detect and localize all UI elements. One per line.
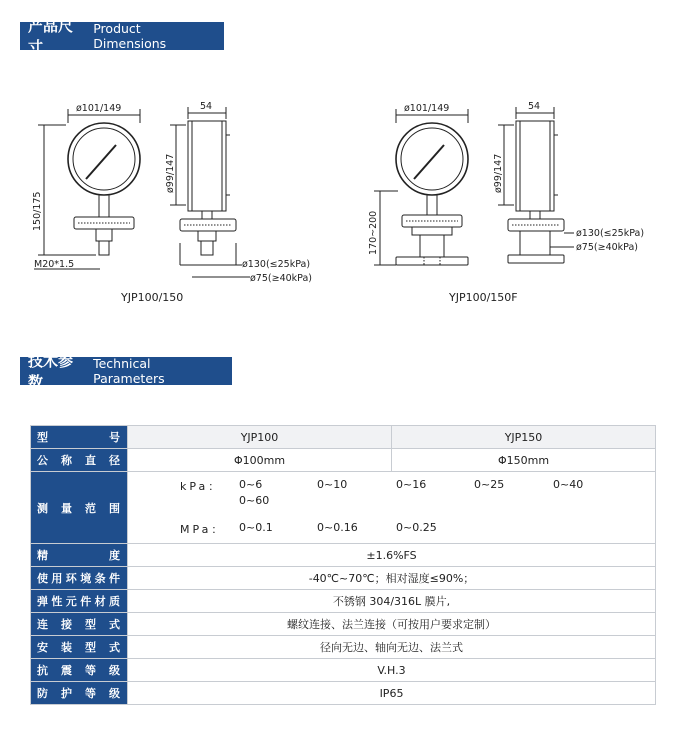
drawing-yjp100-150f <box>348 95 668 295</box>
kpa-value: 0~40 <box>553 478 584 491</box>
diaphragm-disc <box>402 215 462 227</box>
mpa-value: 0~0.1 <box>239 521 273 534</box>
dim-d130: ø130(≤25kPa) <box>576 228 645 239</box>
dim-depth: 54 <box>200 101 213 112</box>
table-row <box>31 613 656 636</box>
table-row <box>31 659 656 682</box>
kpa-value: 0~16 <box>396 478 427 491</box>
dim-height: 170~200 <box>368 210 379 255</box>
gauge-needle <box>86 145 116 179</box>
row-label-protection: 防护等级 <box>31 682 128 705</box>
gauge-side-body <box>188 121 226 211</box>
dim-inner: ø99/147 <box>165 153 176 193</box>
table-row <box>31 472 656 544</box>
measuring-range-cell <box>128 472 656 544</box>
section-title-en: Technical Parameters <box>93 356 165 386</box>
section-title-cn: 产品尺寸 <box>28 17 74 56</box>
mpa-unit: MPa： <box>180 523 226 536</box>
product-dimensions-banner <box>20 17 224 56</box>
dim-d130: ø130(≤25kPa) <box>242 259 311 270</box>
mpa-value: 0~0.25 <box>396 521 437 534</box>
kpa-value: 0~10 <box>317 478 348 491</box>
nominal-yjp100: Φ100mm <box>128 449 392 472</box>
environment-value: -40℃~70℃；相对湿度≤90%； <box>128 567 656 590</box>
dim-thread: M20*1.5 <box>34 259 75 270</box>
dimension-drawing-svg <box>348 95 668 295</box>
table-row <box>31 682 656 705</box>
vibration-value: V.H.3 <box>128 659 656 682</box>
flange-base <box>396 257 468 265</box>
diaphragm-disc <box>74 217 134 229</box>
gauge-needle <box>414 145 444 179</box>
connection-value: 螺纹连接、法兰连接（可按用户要求定制） <box>128 613 656 636</box>
row-label-nominal: 公称直径 <box>31 449 128 472</box>
dim-d75: ø75(≥40kPa) <box>576 242 638 253</box>
row-label-mounting: 安装型式 <box>31 636 128 659</box>
model-yjp100: YJP100 <box>128 426 392 449</box>
dim-inner: ø99/147 <box>493 153 504 193</box>
table-row <box>31 590 656 613</box>
row-label-range: 测量范围 <box>31 472 128 544</box>
model-yjp150: YJP150 <box>392 426 656 449</box>
drawing-yjp100-150 <box>20 95 340 295</box>
nominal-yjp150: Φ150mm <box>392 449 656 472</box>
gauge-side-body <box>516 121 554 211</box>
accuracy-value: ±1.6%FS <box>128 544 656 567</box>
row-label-material: 弹性元件材质 <box>31 590 128 613</box>
row-label-vibration: 抗震等级 <box>31 659 128 682</box>
table-row <box>31 544 656 567</box>
drawing-caption: YJP100/150 <box>121 291 184 304</box>
dimension-drawing-svg <box>20 95 340 295</box>
dim-depth: 54 <box>528 101 541 112</box>
material-value: 不锈钢 304/316L 膜片, <box>128 590 656 613</box>
technical-parameters-table <box>30 425 656 705</box>
technical-parameters-banner <box>20 352 232 391</box>
kpa-value: 0~60 <box>239 494 270 507</box>
mounting-value: 径向无边、轴向无边、法兰式 <box>128 636 656 659</box>
table-row <box>31 426 656 449</box>
table-row <box>31 636 656 659</box>
table-row <box>31 567 656 590</box>
mpa-value: 0~0.16 <box>317 521 358 534</box>
kpa-unit: kPa： <box>180 480 223 493</box>
row-label-accuracy: 精度 <box>31 544 128 567</box>
row-label-model: 型号 <box>31 426 128 449</box>
section-title-cn: 技术参数 <box>28 352 74 391</box>
dim-diameter: ø101/149 <box>404 103 450 114</box>
kpa-value: 0~6 <box>239 478 263 491</box>
dim-d75: ø75(≥40kPa) <box>250 273 312 284</box>
table-row <box>31 449 656 472</box>
dim-diameter: ø101/149 <box>76 103 122 114</box>
protection-value: IP65 <box>128 682 656 705</box>
row-label-connection: 连接型式 <box>31 613 128 636</box>
row-label-environment: 使用环境条件 <box>31 567 128 590</box>
dim-height: 150/175 <box>32 191 43 231</box>
section-title-en: Product Dimensions <box>93 21 167 51</box>
kpa-value: 0~25 <box>474 478 505 491</box>
drawing-caption: YJP100/150F <box>449 291 518 304</box>
